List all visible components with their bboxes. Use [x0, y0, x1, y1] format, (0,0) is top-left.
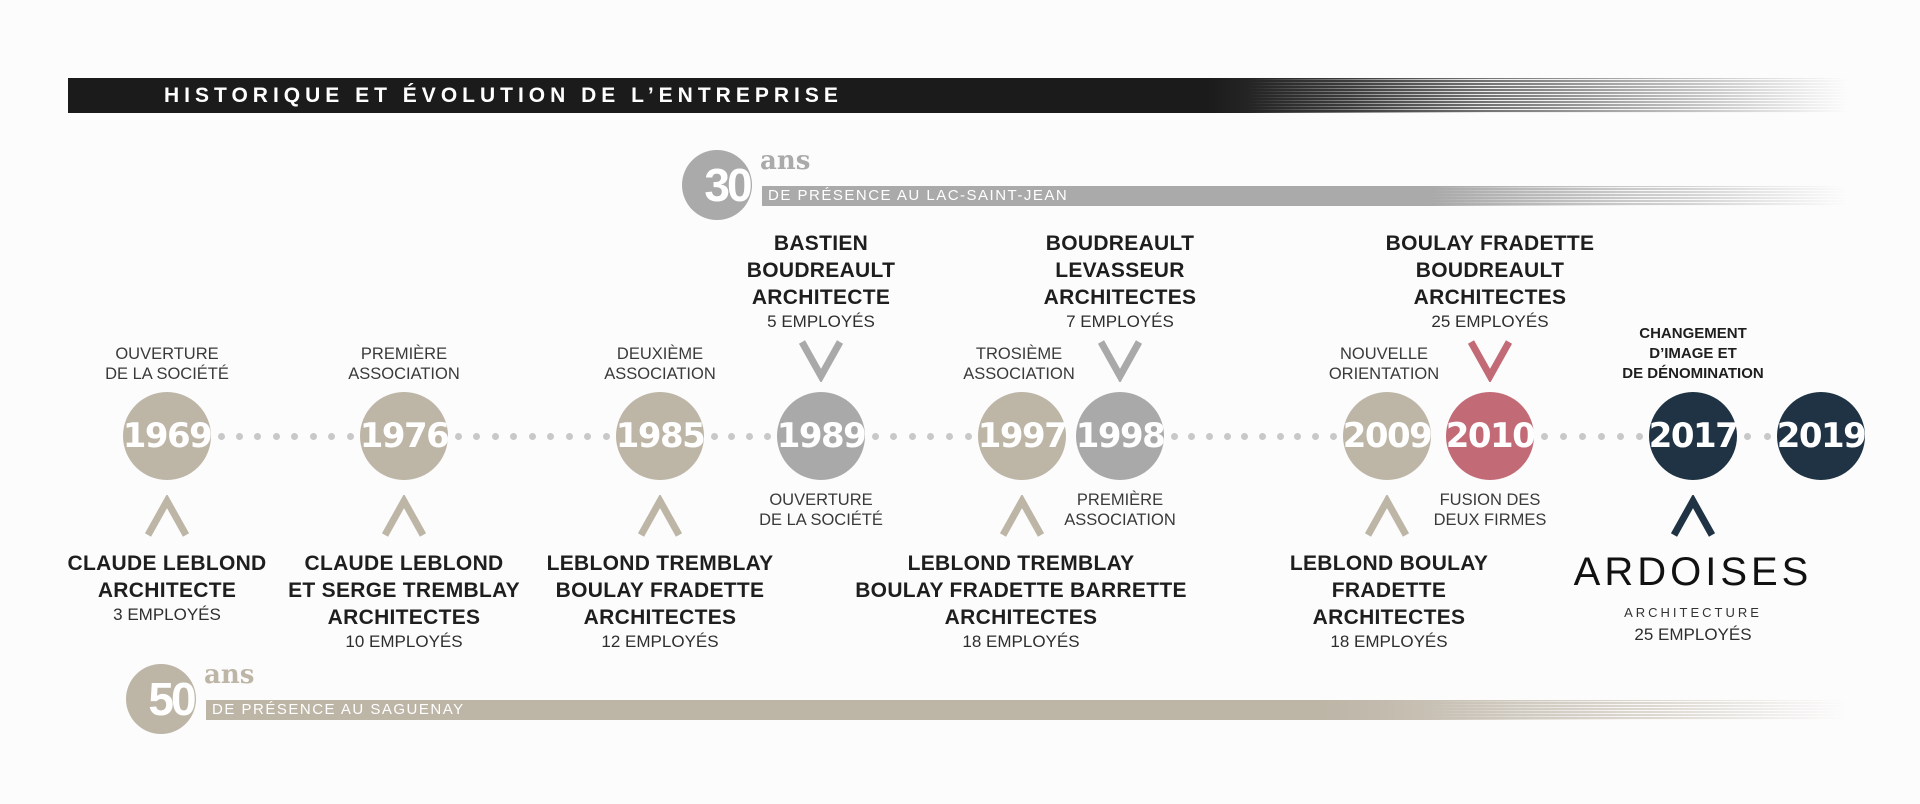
timeline-dot — [455, 433, 462, 440]
timeline-dot — [1259, 433, 1266, 440]
timeline-dot — [510, 433, 517, 440]
event-2010-top: BOULAY FRADETTE BOUDREAULT ARCHITECTES 25 EMPLOYÉS — [1385, 232, 1595, 331]
timeline-dot — [1617, 433, 1624, 440]
timeline-dot — [909, 433, 916, 440]
timeline-dot — [872, 433, 879, 440]
anniversary-50-number: 50 — [148, 673, 194, 725]
chevron-down-icon — [798, 340, 844, 382]
timeline-dot — [1541, 433, 1548, 440]
timeline-dot — [1560, 433, 1567, 440]
timeline-dot — [1598, 433, 1605, 440]
event-1989-top: BASTIEN BOUDREAULT ARCHITECTE 5 EMPLOYÉS — [746, 232, 896, 331]
event-2017-above: CHANGEMENT D’IMAGE ET DE DÉNOMINATION — [1622, 325, 1764, 382]
event-1997-above: TROSIÈME ASSOCIATION — [963, 345, 1075, 383]
timeline-dot — [218, 433, 225, 440]
event-1989-below: OUVERTURE DE LA SOCIÉTÉ — [759, 491, 883, 529]
timeline-dot — [890, 433, 897, 440]
chevron-up-icon — [999, 495, 1045, 537]
year-circle-2019: 2019 — [1777, 392, 1865, 480]
timeline-dot — [946, 433, 953, 440]
chevron-down-icon — [1467, 340, 1513, 382]
timeline-dot — [1764, 433, 1771, 440]
timeline-dot — [291, 433, 298, 440]
anniversary-30-bar — [762, 186, 1848, 206]
event-2017-below: ARDOISES ARCHITECTURE 25 EMPLOYÉS — [1573, 550, 1813, 644]
event-2010-below: FUSION DES DEUX FIRMES — [1433, 491, 1547, 529]
timeline-dot — [965, 433, 972, 440]
year-circle-1997: 1997 — [978, 392, 1066, 480]
event-1998-top: BOUDREAULT LEVASSEUR ARCHITECTES 7 EMPLOYÉS — [1043, 232, 1197, 331]
timeline-dot — [254, 433, 261, 440]
timeline-dot — [1312, 433, 1319, 440]
timeline-dot — [1636, 433, 1643, 440]
event-1976-below: CLAUDE LEBLOND ET SERGE TREMBLAY ARCHITECTES 10 EMPLOYÉS — [288, 552, 520, 651]
timeline-dot — [711, 433, 718, 440]
header-stripes — [1248, 78, 1848, 113]
timeline-dot — [1294, 433, 1301, 440]
timeline-dot — [1171, 433, 1178, 440]
year-circle-2010: 2010 — [1446, 392, 1534, 480]
timeline-dot — [1188, 433, 1195, 440]
year-circle-1985: 1985 — [616, 392, 704, 480]
chevron-up-icon — [1670, 495, 1716, 537]
event-1985-below: LEBLOND TREMBLAY BOULAY FRADETTE ARCHITECTES 12 EMPLOYÉS — [546, 552, 774, 651]
year-circle-2017: 2017 — [1649, 392, 1737, 480]
timeline-dot — [1241, 433, 1248, 440]
timeline-dot — [927, 433, 934, 440]
anniversary-30-unit: ans — [760, 146, 811, 176]
event-2009-above: NOUVELLE ORIENTATION — [1328, 345, 1440, 383]
chevron-down-icon — [1097, 340, 1143, 382]
timeline-dot — [584, 433, 591, 440]
header-band — [68, 78, 1848, 113]
year-circle-1969: 1969 — [123, 392, 211, 480]
year-circle-1976: 1976 — [360, 392, 448, 480]
year-circle-1998: 1998 — [1076, 392, 1164, 480]
timeline-dot — [566, 433, 573, 440]
timeline-dot — [492, 433, 499, 440]
timeline-dot — [1224, 433, 1231, 440]
event-1998-below: PREMIÈRE ASSOCIATION — [1064, 491, 1176, 529]
timeline-dot — [347, 433, 354, 440]
ardoises-logo: ARDOISES — [1573, 550, 1813, 594]
anniversary-30-number: 30 — [704, 159, 750, 211]
timeline-dot — [236, 433, 243, 440]
chevron-up-icon — [144, 495, 190, 537]
anniversary-30-caption: DE PRÉSENCE AU LAC-SAINT-JEAN — [768, 187, 1069, 204]
timeline-dot — [1330, 433, 1337, 440]
year-circle-1989: 1989 — [777, 392, 865, 480]
timeline-dot — [728, 433, 735, 440]
chevron-up-icon — [637, 495, 683, 537]
timeline-dot — [547, 433, 554, 440]
timeline-dot — [328, 433, 335, 440]
timeline-dot — [273, 433, 280, 440]
ardoises-logo-sub: ARCHITECTURE — [1624, 605, 1762, 620]
event-1969-above: OUVERTURE DE LA SOCIÉTÉ — [105, 345, 229, 383]
timeline-dot — [764, 433, 771, 440]
timeline-dot — [529, 433, 536, 440]
anniversary-50-caption: DE PRÉSENCE AU SAGUENAY — [212, 701, 465, 718]
timeline-dot — [1206, 433, 1213, 440]
event-1997-below: LEBLOND TREMBLAY BOULAY FRADETTE BARRETTE ARCHITECTES 18 EMPLOYÉS — [855, 552, 1187, 651]
event-2009-below: LEBLOND BOULAY FRADETTE ARCHITECTES 18 EMPLOYÉS — [1289, 552, 1489, 651]
timeline-dot — [1744, 433, 1751, 440]
timeline-dot — [1579, 433, 1586, 440]
event-1985-above: DEUXIÈME ASSOCIATION — [604, 345, 716, 383]
timeline-dot — [746, 433, 753, 440]
event-1969-below: CLAUDE LEBLOND ARCHITECTE 3 EMPLOYÉS — [67, 552, 267, 624]
page-title: HISTORIQUE ET ÉVOLUTION DE L’ENTREPRISE — [164, 84, 843, 107]
year-circle-2009: 2009 — [1343, 392, 1431, 480]
chevron-up-icon — [1364, 495, 1410, 537]
chevron-up-icon — [381, 495, 427, 537]
timeline-dot — [473, 433, 480, 440]
anniversary-50-unit: ans — [204, 660, 255, 690]
event-1976-above: PREMIÈRE ASSOCIATION — [348, 345, 460, 383]
timeline-dot — [1277, 433, 1284, 440]
anniversary-50-bar — [206, 700, 1848, 720]
timeline-dot — [603, 433, 610, 440]
timeline-dot — [310, 433, 317, 440]
